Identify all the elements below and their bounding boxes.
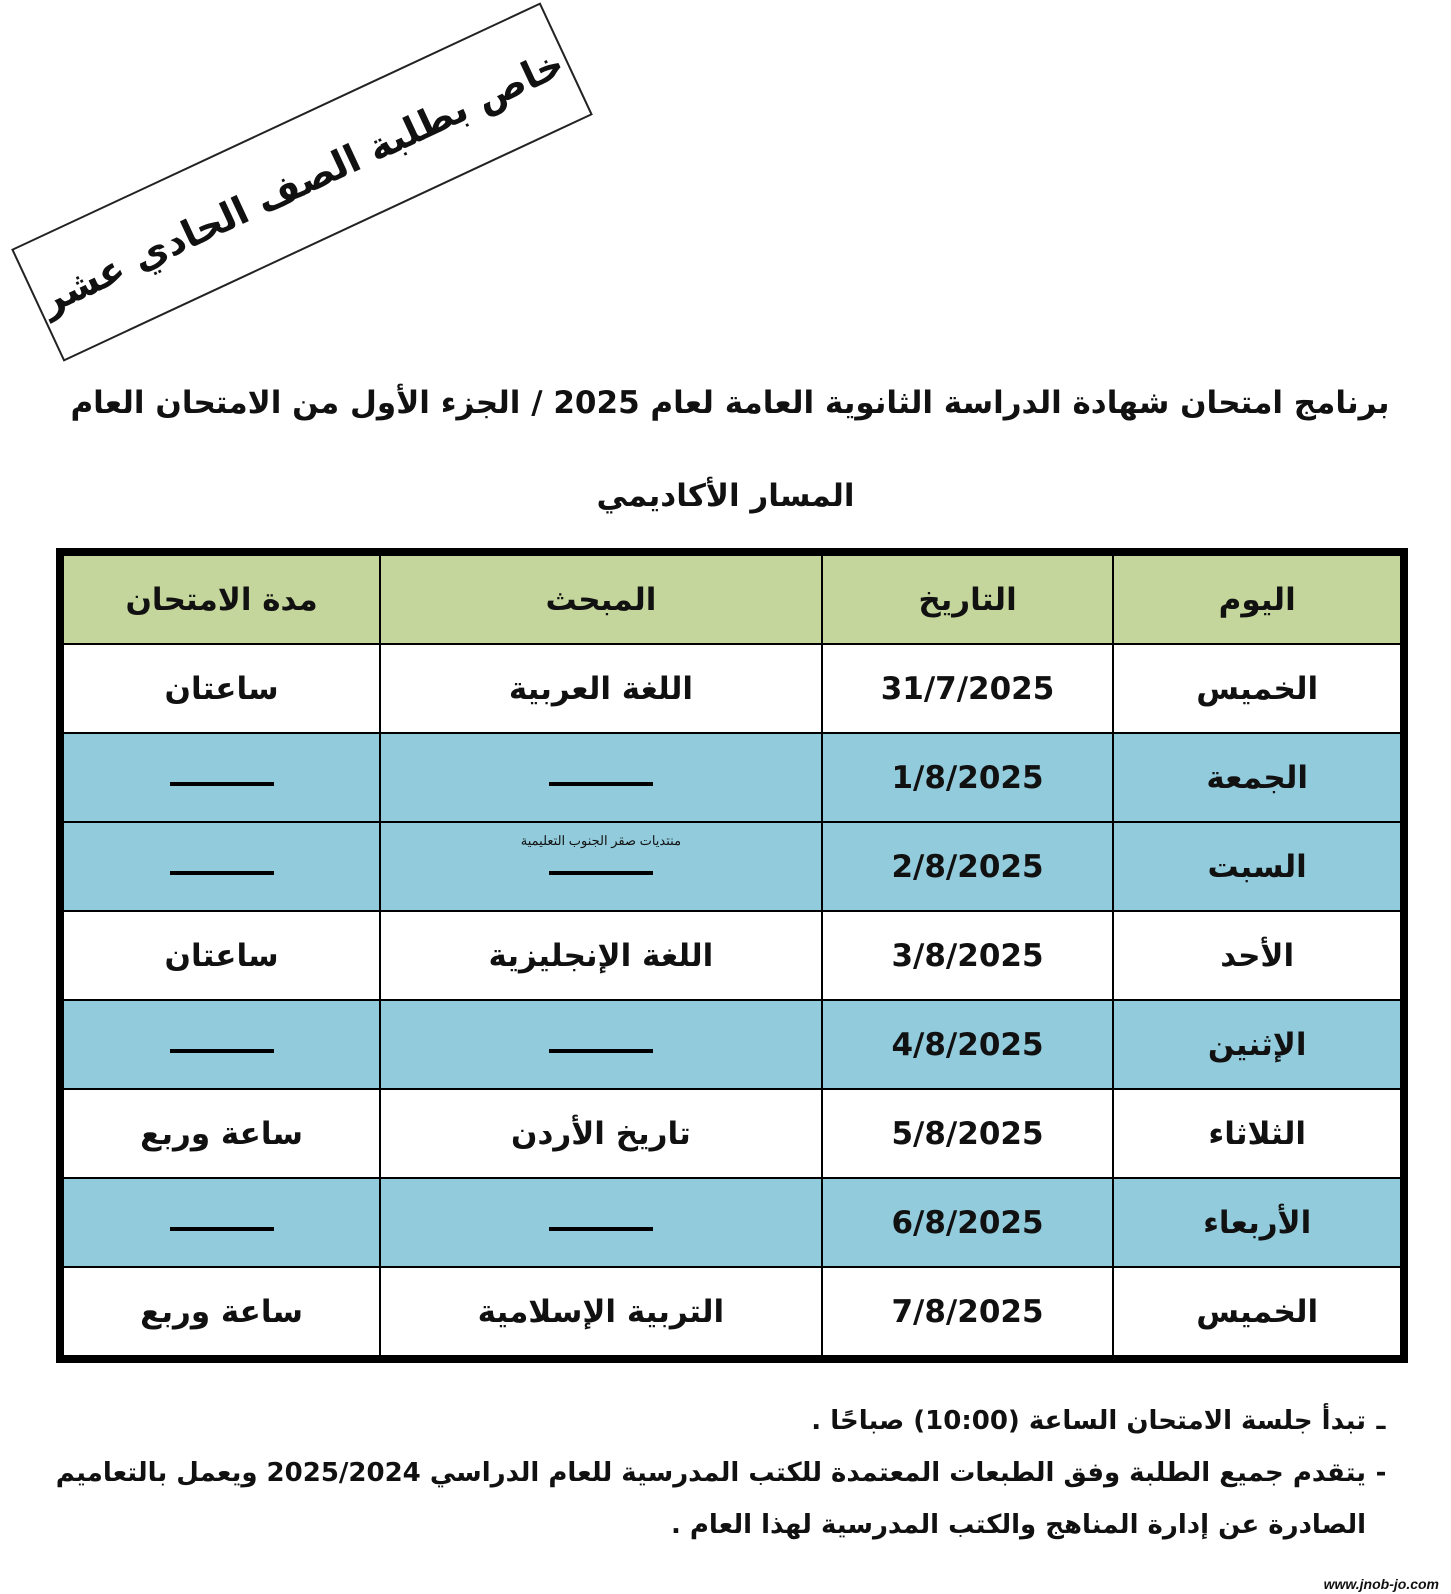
empty-dash (170, 1227, 274, 1231)
cell-day: الإثنين (1113, 1000, 1401, 1089)
cell-subject (380, 1178, 822, 1267)
table-row (63, 911, 1401, 1000)
cell-subject: اللغة العربية (380, 644, 822, 733)
cell-date: 4/8/2025 (822, 1000, 1114, 1089)
cell-day: الأربعاء (1113, 1178, 1401, 1267)
table-row (63, 1000, 1401, 1089)
column-header-duration: مدة الامتحان (63, 555, 380, 644)
cell-duration (63, 1178, 380, 1267)
cell-subject (380, 733, 822, 822)
cell-subject: التربية الإسلامية (380, 1267, 822, 1356)
cell-duration (63, 822, 380, 911)
site-watermark: www.jnob-jo.com (1323, 1576, 1439, 1592)
cell-day: الخميس (1113, 1267, 1401, 1356)
exam-schedule-table (56, 548, 1408, 1363)
page-title: برنامج امتحان شهادة الدراسة الثانوية العامة لعام 2025 / الجزء الأول من الامتحان العام (70, 385, 1390, 421)
cell-date: 3/8/2025 (822, 911, 1114, 1000)
empty-dash (549, 871, 653, 875)
cell-date: 6/8/2025 (822, 1178, 1114, 1267)
empty-dash (170, 782, 274, 786)
cell-duration: ساعتان (63, 911, 380, 1000)
cell-date: 2/8/2025 (822, 822, 1114, 911)
column-header-date: التاريخ (822, 555, 1114, 644)
note-bullet: ـ (1376, 1406, 1386, 1436)
cell-duration (63, 733, 380, 822)
notes-section (36, 1395, 1396, 1551)
cell-subject (380, 822, 822, 911)
note-bullet: - (1375, 1458, 1387, 1488)
stamp-text: خاص بطلبة الصف الحادي عشر (33, 41, 571, 323)
cell-date: 7/8/2025 (822, 1267, 1114, 1356)
forum-watermark: منتديات صقر الجنوب التعليمية (520, 833, 682, 848)
table-row (63, 644, 1401, 733)
table-row (63, 1267, 1401, 1356)
cell-duration (63, 1000, 380, 1089)
cell-day: الجمعة (1113, 733, 1401, 822)
empty-dash (549, 782, 653, 786)
cell-duration: ساعة وربع (63, 1089, 380, 1178)
note-text: يتقدم جميع الطلبة وفق الطبعات المعتمدة للكتب المدرسية للعام الدراسي 2025/2024 ويعمل بالتعاميم الصادرة عن إدارة المناهج والكتب المدرسية لهذا العام . (55, 1458, 1366, 1540)
cell-day: الأحد (1113, 911, 1401, 1000)
stamp-box (11, 2, 593, 361)
column-header-subject: المبحث (380, 555, 822, 644)
note-item (36, 1447, 1396, 1551)
cell-subject: تاريخ الأردن (380, 1089, 822, 1178)
column-header-day: اليوم (1113, 555, 1401, 644)
empty-dash (549, 1049, 653, 1053)
table-row (63, 733, 1401, 822)
cell-date: 31/7/2025 (822, 644, 1114, 733)
cell-day: السبت (1113, 822, 1401, 911)
cell-date: 5/8/2025 (822, 1089, 1114, 1178)
page-subtitle: المسار الأكاديمي (596, 478, 855, 514)
cell-subject: اللغة الإنجليزية (380, 911, 822, 1000)
note-text: تبدأ جلسة الامتحان الساعة (10:00) صباحًا . (811, 1406, 1366, 1436)
cell-day: الثلاثاء (1113, 1089, 1401, 1178)
cell-date: 1/8/2025 (822, 733, 1114, 822)
cell-duration: ساعتان (63, 644, 380, 733)
empty-dash (170, 871, 274, 875)
empty-dash (549, 1227, 653, 1231)
empty-dash (170, 1049, 274, 1053)
table-header-row (63, 555, 1401, 644)
cell-day: الخميس (1113, 644, 1401, 733)
table-row (63, 1178, 1401, 1267)
table-row (63, 822, 1401, 911)
cell-subject (380, 1000, 822, 1089)
table-body (63, 644, 1401, 1356)
table-row (63, 1089, 1401, 1178)
cell-duration: ساعة وربع (63, 1267, 380, 1356)
note-item (36, 1395, 1396, 1447)
